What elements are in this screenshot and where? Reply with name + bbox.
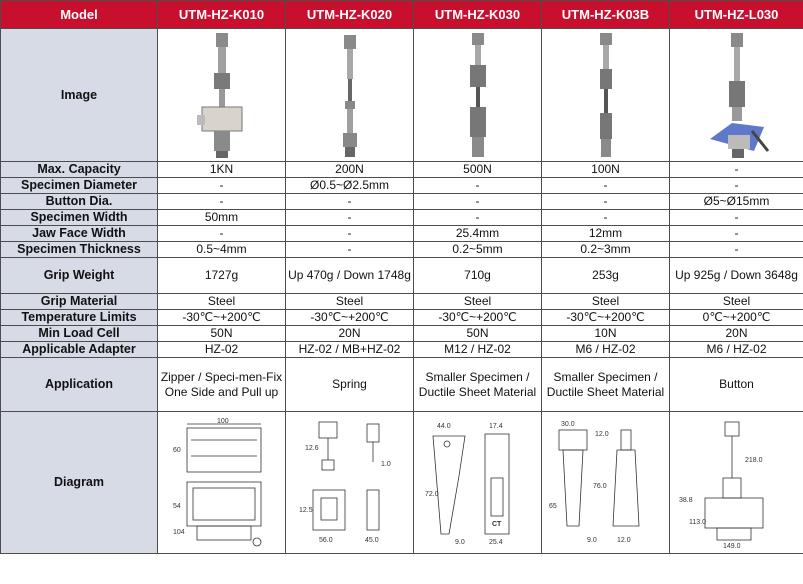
cell-value: Ø0.5~Ø2.5mm (286, 178, 414, 194)
dim-label: 60 (172, 446, 181, 454)
header-model-label: Model (1, 1, 158, 29)
cell-value: 0.2~5mm (414, 242, 542, 258)
cell-value: Smaller Specimen / Ductile Sheet Material (414, 358, 542, 412)
spec-row (1, 258, 803, 294)
dim-label: 113.0 (688, 518, 706, 526)
product-photo-cell-5 (670, 29, 803, 162)
row-label-min-load-cell: Min Load Cell (1, 326, 158, 342)
spec-row (1, 162, 803, 178)
row-label-jaw-face-width: Jaw Face Width (1, 226, 158, 242)
cell-value: HZ-02 (158, 342, 286, 358)
dim-label: 104 (172, 528, 185, 536)
header-model-4: UTM-HZ-K03B (542, 1, 670, 29)
dim-label: 17.4 (488, 422, 503, 430)
dim-label: 30.0 (560, 420, 575, 428)
cell-value: - (158, 226, 286, 242)
row-label-applicable-adapter: Applicable Adapter (1, 342, 158, 358)
header-row (1, 1, 803, 29)
cell-value: 0℃~+200℃ (670, 310, 803, 326)
dimension-diagram-l030 (675, 416, 799, 550)
row-label-temperature-limits: Temperature Limits (1, 310, 158, 326)
cell-value: 710g (414, 258, 542, 294)
diagram-row (1, 412, 803, 554)
dim-label: 44.0 (436, 422, 451, 430)
spec-row (1, 326, 803, 342)
image-row (1, 29, 803, 162)
grip-photo-k020 (330, 31, 370, 159)
cell-value: 50mm (158, 210, 286, 226)
dim-label: 54 (172, 502, 181, 510)
cell-value: M12 / HZ-02 (414, 342, 542, 358)
cell-value: - (286, 194, 414, 210)
dim-label: 1.0 (380, 460, 391, 468)
cell-value: -30℃~+200℃ (286, 310, 414, 326)
cell-value: 12mm (542, 226, 670, 242)
dim-label: CT (491, 520, 501, 528)
dim-label: 9.0 (454, 538, 465, 546)
cell-value: 500N (414, 162, 542, 178)
dim-label: 100 (216, 417, 229, 425)
cell-value: 200N (286, 162, 414, 178)
cell-value: 50N (414, 326, 542, 342)
cell-value: - (286, 226, 414, 242)
cell-value: Up 470g / Down 1748g (286, 258, 414, 294)
cell-value: Steel (286, 294, 414, 310)
row-label-button-dia: Button Dia. (1, 194, 158, 210)
spec-row (1, 178, 803, 194)
diagram-cell-1 (158, 412, 286, 554)
dim-label: 72.0 (424, 490, 439, 498)
spec-row (1, 194, 803, 210)
row-label-application: Application (1, 358, 158, 412)
product-photo-cell-1 (158, 29, 286, 162)
row-label-grip-weight: Grip Weight (1, 258, 158, 294)
dimension-diagram-k03b (547, 416, 665, 550)
cell-value: Button (670, 358, 803, 412)
diagram-cell-3 (414, 412, 542, 554)
cell-value: Steel (542, 294, 670, 310)
dimension-diagram-k030 (419, 416, 537, 550)
cell-value: - (670, 162, 803, 178)
grip-photo-l030 (702, 31, 772, 159)
cell-value: 20N (286, 326, 414, 342)
cell-value: - (542, 210, 670, 226)
spec-row (1, 342, 803, 358)
cell-value: Zipper / Speci-men-Fix One Side and Pull up (158, 358, 286, 412)
dim-label: 76.0 (592, 482, 607, 490)
product-photo-cell-2 (286, 29, 414, 162)
diagram-cell-2 (286, 412, 414, 554)
row-label-grip-material: Grip Material (1, 294, 158, 310)
cell-value: 0.2~3mm (542, 242, 670, 258)
cell-value: - (670, 210, 803, 226)
cell-value: - (158, 194, 286, 210)
product-photo-cell-4 (542, 29, 670, 162)
cell-value: Spring (286, 358, 414, 412)
cell-value: - (542, 178, 670, 194)
cell-value: 50N (158, 326, 286, 342)
grip-photo-k03b (586, 31, 626, 159)
cell-value: - (670, 242, 803, 258)
header-model-5: UTM-HZ-L030 (670, 1, 803, 29)
cell-value: Up 925g / Down 3648g (670, 258, 803, 294)
cell-value: 253g (542, 258, 670, 294)
dim-label: 56.0 (318, 536, 333, 544)
spec-row (1, 242, 803, 258)
dim-label: 149.0 (722, 542, 741, 550)
cell-value: M6 / HZ-02 (542, 342, 670, 358)
product-photo-cell-3 (414, 29, 542, 162)
row-label-specimen-thickness: Specimen Thickness (1, 242, 158, 258)
cell-value: - (414, 210, 542, 226)
cell-value: - (158, 178, 286, 194)
dim-label: 12.5 (298, 506, 313, 514)
cell-value: - (414, 178, 542, 194)
diagram-cell-5 (670, 412, 803, 554)
row-label-max-capacity: Max. Capacity (1, 162, 158, 178)
diagram-cell-4 (542, 412, 670, 554)
cell-value: Smaller Specimen / Ductile Sheet Material (542, 358, 670, 412)
row-label-diagram: Diagram (1, 412, 158, 554)
cell-value: -30℃~+200℃ (158, 310, 286, 326)
cell-value: - (670, 178, 803, 194)
row-label-specimen-width: Specimen Width (1, 210, 158, 226)
dimension-diagram-k010 (163, 416, 281, 550)
cell-value: - (542, 194, 670, 210)
cell-value: Ø5~Ø15mm (670, 194, 803, 210)
row-label-specimen-diameter: Specimen Diameter (1, 178, 158, 194)
dim-label: 12.6 (304, 444, 319, 452)
cell-value: 10N (542, 326, 670, 342)
dim-label: 9.0 (586, 536, 597, 544)
cell-value: 1727g (158, 258, 286, 294)
cell-value: 25.4mm (414, 226, 542, 242)
cell-value: - (286, 210, 414, 226)
cell-value: 20N (670, 326, 803, 342)
dim-label: 65 (548, 502, 557, 510)
cell-value: M6 / HZ-02 (670, 342, 803, 358)
dim-label: 12.0 (594, 430, 609, 438)
cell-value: 100N (542, 162, 670, 178)
dim-label: 25.4 (488, 538, 503, 546)
spec-row (1, 226, 803, 242)
header-model-3: UTM-HZ-K030 (414, 1, 542, 29)
spec-row (1, 358, 803, 412)
cell-value: - (286, 242, 414, 258)
grip-photo-k010 (192, 31, 252, 159)
cell-value: 1KN (158, 162, 286, 178)
cell-value: - (670, 226, 803, 242)
cell-value: HZ-02 / MB+HZ-02 (286, 342, 414, 358)
cell-value: Steel (670, 294, 803, 310)
dimension-diagram-k020 (291, 416, 409, 550)
cell-value: -30℃~+200℃ (414, 310, 542, 326)
spec-row (1, 310, 803, 326)
cell-value: 0.5~4mm (158, 242, 286, 258)
header-model-2: UTM-HZ-K020 (286, 1, 414, 29)
cell-value: -30℃~+200℃ (542, 310, 670, 326)
dim-label: 12.0 (616, 536, 631, 544)
spec-row (1, 210, 803, 226)
dim-label: 45.0 (364, 536, 379, 544)
cell-value: Steel (414, 294, 542, 310)
cell-value: - (414, 194, 542, 210)
spec-row (1, 294, 803, 310)
cell-value: Steel (158, 294, 286, 310)
dim-label: 218.0 (744, 456, 763, 464)
dim-label: 38.8 (678, 496, 693, 504)
row-label-image: Image (1, 29, 158, 162)
grip-photo-k030 (458, 31, 498, 159)
header-model-1: UTM-HZ-K010 (158, 1, 286, 29)
